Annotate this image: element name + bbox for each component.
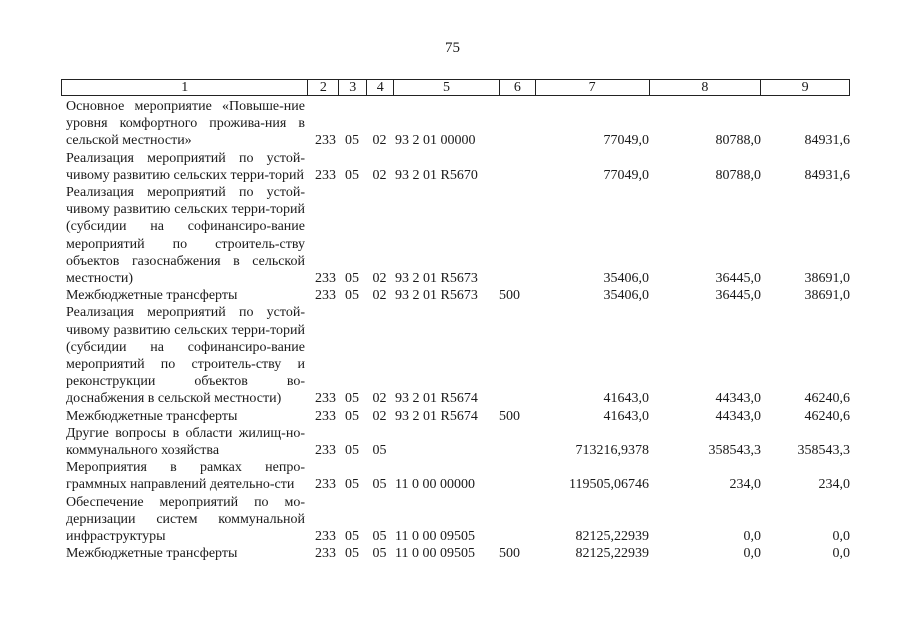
page-number: 75 — [445, 40, 460, 56]
code-3: 05 — [345, 546, 359, 562]
code-4: 05 — [372, 529, 387, 545]
value-9: 0,0 — [832, 529, 850, 545]
code-4: 02 — [372, 288, 387, 304]
value-7: 35406,0 — [603, 271, 649, 287]
table-header-row — [61, 79, 850, 96]
code-5: 93 2 01 00000 — [395, 133, 476, 149]
code-6: 500 — [499, 288, 520, 304]
value-7: 35406,0 — [603, 288, 649, 304]
value-7: 82125,22939 — [575, 529, 649, 545]
value-7: 41643,0 — [603, 391, 649, 407]
row-name: Обеспечение мероприятий по мо-дернизации систем коммунальной инфраструктуры — [66, 494, 305, 545]
code-5: 11 0 00 09505 — [395, 529, 475, 545]
code-2: 233 — [315, 271, 336, 287]
table-row — [61, 494, 850, 546]
code-4: 02 — [372, 167, 387, 183]
code-4: 02 — [372, 133, 387, 149]
row-name: Другие вопросы в области жилищ-но-коммунального хозяйства — [66, 425, 305, 459]
code-2: 233 — [315, 133, 336, 149]
row-name: Реализация мероприятий по устой-чивому развитию сельских терри-торий (субсидии на софинансиро-вание мероприятий по строитель-ству объектов газоснабжения в сельской местности) — [66, 185, 305, 287]
code-2: 233 — [315, 408, 336, 424]
row-name: Реализация мероприятий по устой-чивому развитию сельских терри-торий (субсидии на софинансиро-вание мероприятий по строитель-ству и реконструкции объектов во-доснабжения в сельской местности) — [66, 305, 305, 407]
column-header-7: 7 — [535, 80, 649, 95]
column-header-8: 8 — [649, 80, 761, 95]
value-9: 46240,6 — [804, 408, 850, 424]
value-9: 38691,0 — [804, 271, 850, 287]
column-header-2: 2 — [307, 80, 338, 95]
code-3: 05 — [345, 477, 359, 493]
value-8: 234,0 — [729, 477, 761, 493]
row-name: Межбюджетные трансферты — [66, 288, 238, 304]
table-row — [61, 459, 850, 493]
code-2: 233 — [315, 391, 336, 407]
code-6: 500 — [499, 408, 520, 424]
code-5: 93 2 01 R5674 — [395, 408, 478, 424]
value-8: 80788,0 — [715, 167, 761, 183]
value-7: 119505,06746 — [569, 477, 649, 493]
column-header-9: 9 — [760, 80, 849, 95]
code-2: 233 — [315, 546, 336, 562]
row-name: Мероприятия в рамках непро-граммных направлений деятельно-сти — [66, 460, 305, 493]
table-row — [61, 287, 850, 304]
value-8: 358543,3 — [708, 443, 761, 459]
value-8: 80788,0 — [715, 133, 761, 149]
table-row — [61, 304, 850, 407]
code-2: 233 — [315, 443, 336, 459]
budget-table — [61, 79, 850, 562]
code-3: 05 — [345, 443, 359, 459]
code-3: 05 — [345, 529, 359, 545]
row-name: Межбюджетные трансферты — [66, 546, 238, 562]
row-name: Основное мероприятие «Повыше-ние уровня комфортного прожива-ния в сельской местности» — [66, 99, 305, 149]
value-9: 358543,3 — [797, 443, 850, 459]
column-header-6: 6 — [499, 80, 535, 95]
code-4: 02 — [372, 391, 387, 407]
value-7: 77049,0 — [603, 167, 649, 183]
column-header-4: 4 — [366, 80, 393, 95]
code-5: 11 0 00 09505 — [395, 546, 475, 562]
value-9: 84931,6 — [804, 167, 850, 183]
code-3: 05 — [345, 167, 359, 183]
value-8: 36445,0 — [715, 288, 761, 304]
code-2: 233 — [315, 167, 336, 183]
value-7: 77049,0 — [603, 133, 649, 149]
code-5: 11 0 00 00000 — [395, 477, 475, 493]
table-row — [61, 98, 850, 150]
code-4: 05 — [372, 546, 387, 562]
value-7: 713216,9378 — [575, 443, 649, 459]
code-5: 93 2 01 R5670 — [395, 167, 478, 183]
table-body — [61, 98, 850, 562]
table-row — [61, 545, 850, 562]
code-4: 05 — [372, 443, 387, 459]
code-4: 02 — [372, 408, 387, 424]
column-header-5: 5 — [393, 80, 499, 95]
code-2: 233 — [315, 477, 336, 493]
value-8: 0,0 — [743, 546, 761, 562]
code-5: 93 2 01 R5673 — [395, 271, 478, 287]
value-8: 44343,0 — [715, 391, 761, 407]
code-6: 500 — [499, 546, 520, 562]
code-3: 05 — [345, 271, 359, 287]
table-row — [61, 150, 850, 184]
value-8: 0,0 — [743, 529, 761, 545]
value-9: 0,0 — [832, 546, 850, 562]
value-9: 38691,0 — [804, 288, 850, 304]
value-9: 84931,6 — [804, 133, 850, 149]
code-2: 233 — [315, 288, 336, 304]
table-row — [61, 425, 850, 459]
code-5: 93 2 01 R5673 — [395, 288, 478, 304]
code-3: 05 — [345, 408, 359, 424]
code-3: 05 — [345, 133, 359, 149]
code-3: 05 — [345, 288, 359, 304]
row-name: Межбюджетные трансферты — [66, 408, 238, 424]
code-4: 02 — [372, 271, 387, 287]
value-8: 44343,0 — [715, 408, 761, 424]
code-3: 05 — [345, 391, 359, 407]
row-name: Реализация мероприятий по устой-чивому развитию сельских терри-торий — [66, 150, 305, 183]
value-7: 82125,22939 — [575, 546, 649, 562]
code-2: 233 — [315, 529, 336, 545]
value-7: 41643,0 — [603, 408, 649, 424]
code-5: 93 2 01 R5674 — [395, 391, 478, 407]
value-9: 46240,6 — [804, 391, 850, 407]
column-header-1: 1 — [181, 80, 189, 95]
table-row — [61, 184, 850, 287]
column-header-3: 3 — [338, 80, 366, 95]
table-row — [61, 408, 850, 425]
code-4: 05 — [372, 477, 387, 493]
value-9: 234,0 — [818, 477, 850, 493]
value-8: 36445,0 — [715, 271, 761, 287]
